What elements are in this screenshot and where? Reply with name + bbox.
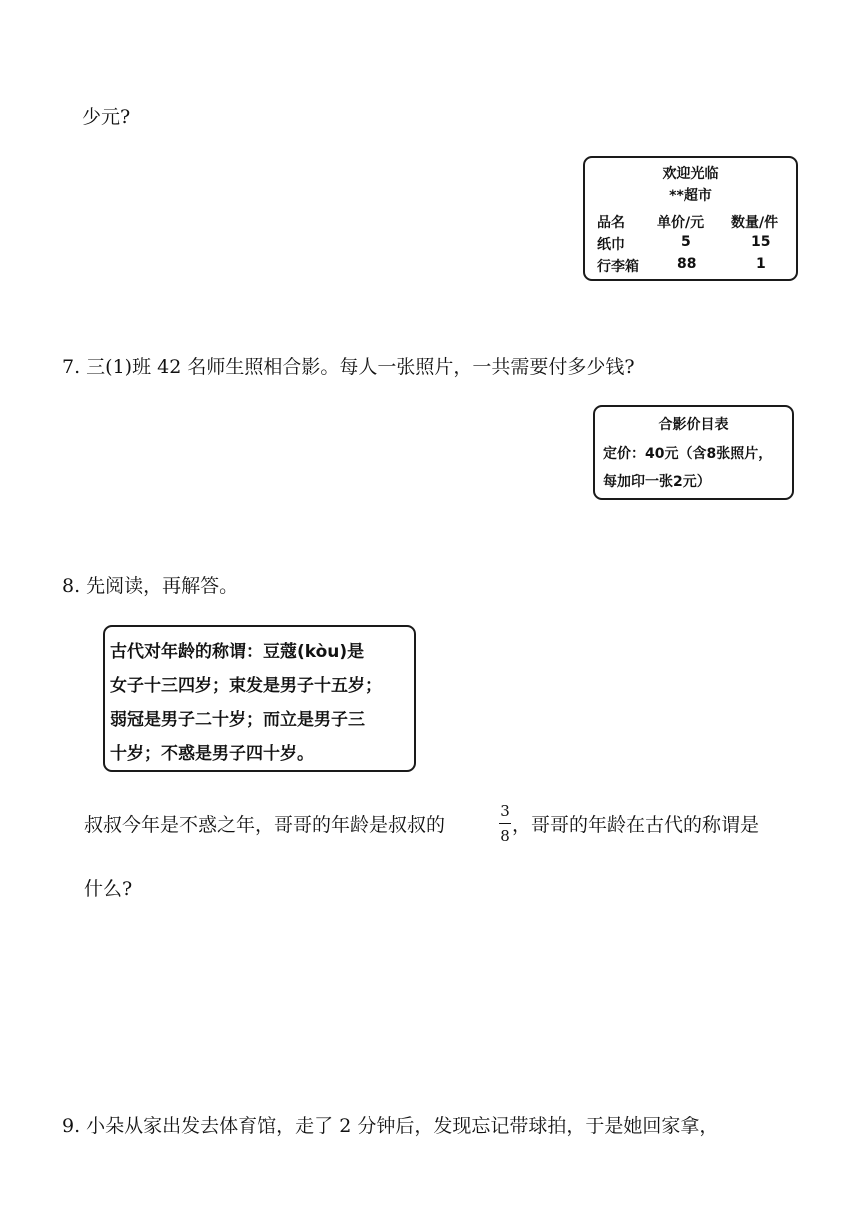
reading-line-4: 十岁；不惑是男子四十岁。	[110, 744, 314, 764]
price-card-line-2: 每加印一张2元）	[603, 474, 711, 490]
fraction-denominator: 8	[500, 827, 510, 845]
receipt-header-quantity: 数量/件	[731, 215, 779, 231]
receipt-header-price: 单价/元	[657, 215, 705, 231]
supermarket-receipt	[583, 156, 798, 281]
receipt-row-1-quantity: 15	[751, 234, 771, 250]
question-9: 9. 小朵从家出发去体育馆，走了 2 分钟后，发现忘记带球拍，于是她回家拿，	[62, 1115, 719, 1137]
receipt-row-2-price: 88	[677, 256, 697, 272]
fraction-bar	[499, 823, 511, 824]
reading-line-2: 女子十三四岁；束发是男子十五岁；	[110, 676, 382, 696]
receipt-subtitle: **超市	[669, 188, 712, 204]
question-8: 8. 先阅读，再解答。	[62, 575, 239, 597]
receipt-row-1-name: 纸巾	[597, 237, 625, 253]
receipt-title: 欢迎光临	[662, 166, 719, 182]
price-card-line-1: 定价：40元（含8张照片，	[603, 446, 773, 462]
receipt-row-2-name: 行李箱	[597, 259, 639, 275]
price-card-title: 合影价目表	[658, 417, 729, 433]
question-6-tail: 少元?	[82, 106, 131, 128]
question-7: 7. 三(1)班 42 名师生照相合影。每人一张照片，一共需要付多少钱?	[62, 356, 635, 378]
receipt-row-1-price: 5	[681, 234, 691, 250]
reading-line-3: 弱冠是男子二十岁；而立是男子三	[110, 710, 365, 730]
question-8-text-part-1: 叔叔今年是不惑之年，哥哥的年龄是叔叔的	[84, 814, 446, 836]
reading-passage-box	[103, 625, 416, 772]
fraction-numerator: 3	[500, 802, 510, 820]
receipt-header-name: 品名	[597, 215, 625, 231]
photo-price-card	[593, 405, 794, 500]
question-8-text-part-2: ，哥哥的年龄在古代的称谓是	[512, 814, 760, 836]
question-8-text-line-2: 什么?	[84, 878, 133, 900]
reading-line-1: 古代对年龄的称谓：豆蔻(kòu)是	[110, 642, 365, 662]
receipt-row-2-quantity: 1	[756, 256, 766, 272]
